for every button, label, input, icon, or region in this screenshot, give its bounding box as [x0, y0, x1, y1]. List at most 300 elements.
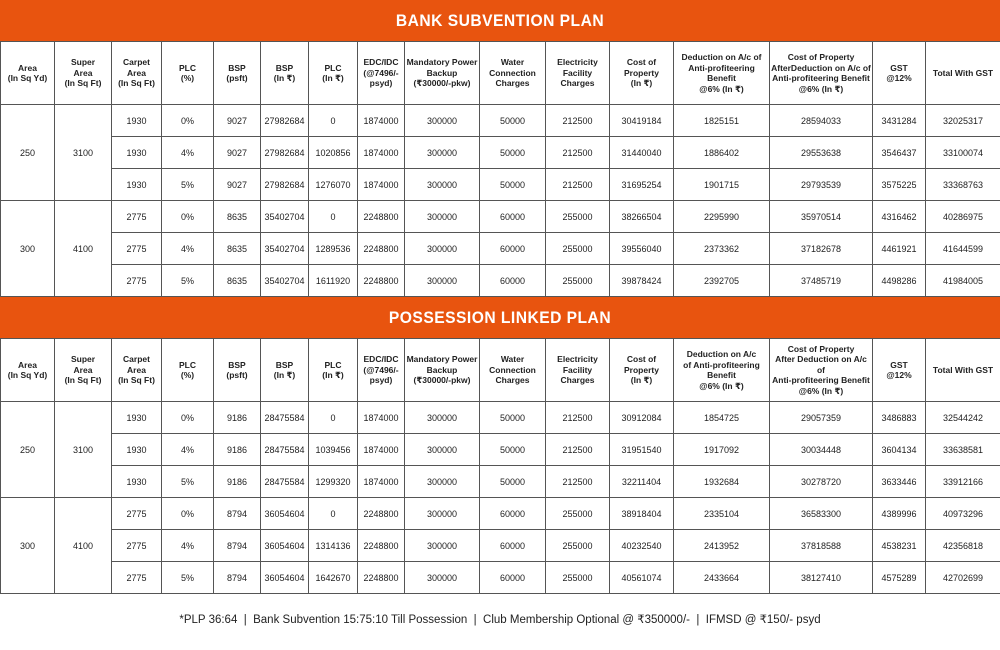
table-cell: 2392705: [674, 265, 770, 297]
column-header: [546, 339, 610, 402]
header-text: Water: [500, 57, 525, 68]
table-cell: 300000: [405, 169, 480, 201]
table-cell: 60000: [480, 530, 546, 562]
table-cell: 2335104: [674, 498, 770, 530]
table-cell: 4498286: [873, 265, 926, 297]
table-cell: 28475584: [261, 402, 309, 434]
section-title: BANK SUBVENTION PLAN: [40, 0, 960, 41]
pricing-table: [0, 338, 1000, 594]
table-cell: 33368763: [926, 169, 1000, 201]
table-cell: 38918404: [610, 498, 674, 530]
table-cell: 60000: [480, 265, 546, 297]
table-cell: 8635: [214, 265, 261, 297]
header-text: Total With GST: [932, 67, 994, 78]
table-cell: 2775: [112, 233, 162, 265]
table-cell: 36054604: [261, 562, 309, 594]
column-header: [55, 42, 112, 105]
table-cell: 42702699: [926, 562, 1000, 594]
table-row: [1, 265, 1000, 297]
header-row: [1, 42, 1000, 105]
table-cell: 5%: [162, 169, 214, 201]
table-cell: 1874000: [358, 169, 405, 201]
header-text: PLC: [179, 62, 196, 73]
column-header: [214, 339, 261, 402]
table-cell: 42356818: [926, 530, 1000, 562]
table-row: [1, 201, 1000, 233]
table-cell: 29057359: [770, 402, 873, 434]
table-cell: 255000: [546, 201, 610, 233]
table-cell: 1642670: [309, 562, 358, 594]
table-cell: 2248800: [358, 530, 405, 562]
header-text: Facility: [562, 364, 593, 375]
table-cell: 60000: [480, 201, 546, 233]
table-row: [1, 434, 1000, 466]
table-cell: 50000: [480, 466, 546, 498]
table-body: [1, 402, 1000, 594]
area-cell: 300: [1, 201, 55, 297]
table-cell: 2373362: [674, 233, 770, 265]
table-cell: 1930: [112, 137, 162, 169]
column-header: [480, 42, 546, 105]
table-cell: 2295990: [674, 201, 770, 233]
column-header: [480, 339, 546, 402]
table-cell: 31951540: [610, 434, 674, 466]
table-cell: 300000: [405, 434, 480, 466]
header-text: (psft): [226, 370, 248, 380]
table-cell: 31695254: [610, 169, 674, 201]
table-cell: 32025317: [926, 105, 1000, 137]
table-cell: 41644599: [926, 233, 1000, 265]
table-row: [1, 530, 1000, 562]
table-cell: 300000: [405, 402, 480, 434]
table-cell: 300000: [405, 466, 480, 498]
table-cell: 8794: [214, 562, 261, 594]
table-cell: 255000: [546, 562, 610, 594]
super-area-cell: 4100: [55, 498, 112, 594]
table-cell: 9186: [214, 434, 261, 466]
table-cell: 8635: [214, 233, 261, 265]
table-cell: 1901715: [674, 169, 770, 201]
table-cell: 2248800: [358, 233, 405, 265]
header-text: Cost of: [626, 57, 657, 68]
header-text: @12%: [886, 370, 912, 380]
table-cell: 33638581: [926, 434, 1000, 466]
table-cell: 2775: [112, 265, 162, 297]
header-text: GST: [890, 359, 908, 370]
header-text: (In ₹): [322, 370, 344, 380]
table-cell: 28475584: [261, 434, 309, 466]
section-title: POSSESSION LINKED PLAN: [40, 297, 960, 338]
table-cell: 60000: [480, 498, 546, 530]
table-cell: 50000: [480, 402, 546, 434]
super-area-cell: 4100: [55, 201, 112, 297]
header-text: BSP: [275, 62, 294, 73]
header-text: Benefit: [707, 370, 736, 380]
table-row: [1, 137, 1000, 169]
header-text: Cost of: [626, 354, 657, 365]
section-banner: [0, 0, 1000, 41]
table-cell: 300000: [405, 105, 480, 137]
table-row: [1, 498, 1000, 530]
column-header: [162, 42, 214, 105]
table-cell: 1854725: [674, 402, 770, 434]
header-text: Benefit: [707, 73, 736, 83]
super-area-cell: 3100: [55, 105, 112, 201]
header-text: Electricity: [557, 354, 598, 365]
header-text: Total With GST: [932, 364, 994, 375]
table-cell: 300000: [405, 498, 480, 530]
table-cell: 8794: [214, 530, 261, 562]
table-cell: 9027: [214, 137, 261, 169]
header-text: Carpet Area: [123, 57, 150, 78]
table-cell: 9027: [214, 169, 261, 201]
header-text: BSP: [228, 359, 246, 370]
table-cell: 50000: [480, 434, 546, 466]
table-cell: 2248800: [358, 498, 405, 530]
column-header: [610, 42, 674, 105]
header-text: EDC/IDC: [363, 354, 399, 365]
table-cell: 37818588: [770, 530, 873, 562]
table-cell: 5%: [162, 466, 214, 498]
table-cell: 4461921: [873, 233, 926, 265]
table-cell: 2248800: [358, 562, 405, 594]
column-header: [1, 339, 55, 402]
table-cell: 2775: [112, 498, 162, 530]
table-cell: 40561074: [610, 562, 674, 594]
header-text: Charges: [495, 78, 530, 89]
table-cell: 0%: [162, 201, 214, 233]
header-text: Area: [18, 62, 37, 73]
column-header: [546, 42, 610, 105]
header-text: PLC: [324, 62, 342, 73]
table-cell: 9027: [214, 105, 261, 137]
column-header: [873, 42, 926, 105]
table-cell: 255000: [546, 265, 610, 297]
table-cell: 35402704: [261, 265, 309, 297]
header-text: (In Sq Ft): [64, 78, 102, 89]
table-cell: 29553638: [770, 137, 873, 169]
column-header: [405, 339, 480, 402]
table-cell: 255000: [546, 530, 610, 562]
header-row: [1, 339, 1000, 402]
header-text: Charges: [560, 375, 595, 386]
table-cell: 255000: [546, 498, 610, 530]
table-cell: 50000: [480, 137, 546, 169]
table-cell: 35970514: [770, 201, 873, 233]
table-cell: 0: [309, 498, 358, 530]
table-cell: 1299320: [309, 466, 358, 498]
table-cell: 60000: [480, 562, 546, 594]
table-cell: 1930: [112, 169, 162, 201]
header-text: Charges: [495, 375, 530, 386]
column-header: [309, 42, 358, 105]
column-header: [162, 339, 214, 402]
table-cell: 2775: [112, 201, 162, 233]
table-cell: 1825151: [674, 105, 770, 137]
header-text: Mandatory Power: [406, 57, 478, 68]
table-cell: 30912084: [610, 402, 674, 434]
header-text: BSP: [228, 62, 246, 73]
super-area-cell: 3100: [55, 402, 112, 498]
header-text: (In ₹): [273, 370, 296, 380]
header-text: (In ₹): [322, 73, 344, 83]
table-cell: 3431284: [873, 105, 926, 137]
table-cell: 2433664: [674, 562, 770, 594]
table-cell: 8794: [214, 498, 261, 530]
table-cell: 60000: [480, 233, 546, 265]
table-cell: 30278720: [770, 466, 873, 498]
table-cell: 1874000: [358, 466, 405, 498]
table-cell: 3486883: [873, 402, 926, 434]
header-text: BSP: [275, 359, 294, 370]
table-cell: 28594033: [770, 105, 873, 137]
bank-subvention-section: [0, 0, 1000, 297]
table-cell: 32544242: [926, 402, 1000, 434]
table-cell: 27982684: [261, 169, 309, 201]
header-text: (In ₹): [630, 375, 653, 386]
table-cell: 212500: [546, 169, 610, 201]
table-cell: 1874000: [358, 434, 405, 466]
table-cell: 300000: [405, 265, 480, 297]
table-cell: 212500: [546, 137, 610, 169]
table-cell: 36054604: [261, 530, 309, 562]
table-cell: 300000: [405, 562, 480, 594]
table-cell: 2775: [112, 562, 162, 594]
column-header: [358, 339, 405, 402]
table-cell: 40232540: [610, 530, 674, 562]
table-cell: 2248800: [358, 201, 405, 233]
table-cell: 1289536: [309, 233, 358, 265]
header-text: Charges: [560, 78, 595, 89]
table-cell: 4316462: [873, 201, 926, 233]
table-cell: 1930: [112, 434, 162, 466]
table-cell: 1020856: [309, 137, 358, 169]
table-cell: 4%: [162, 530, 214, 562]
table-cell: 36583300: [770, 498, 873, 530]
header-text: Backup: [426, 67, 458, 78]
table-cell: 1932684: [674, 466, 770, 498]
table-cell: 3633446: [873, 466, 926, 498]
header-text: Electricity: [557, 57, 598, 68]
table-cell: 9186: [214, 466, 261, 498]
header-text: Super: [70, 354, 96, 365]
header-text: @12%: [886, 73, 912, 83]
column-header: [261, 339, 309, 402]
table-row: [1, 402, 1000, 434]
table-cell: 41984005: [926, 265, 1000, 297]
table-cell: 5%: [162, 562, 214, 594]
header-text: Connection: [489, 364, 536, 375]
column-header: [926, 42, 1000, 105]
header-text: Area: [18, 359, 37, 370]
table-cell: 4%: [162, 233, 214, 265]
header-text: PLC: [324, 359, 342, 370]
column-header: [55, 339, 112, 402]
table-cell: 37182678: [770, 233, 873, 265]
table-cell: 50000: [480, 169, 546, 201]
header-text: Cost of Property: [787, 343, 855, 354]
table-cell: 39878424: [610, 265, 674, 297]
column-header: [873, 339, 926, 402]
table-body: [1, 105, 1000, 297]
header-text: Deduction on A/c of: [681, 52, 762, 62]
table-cell: 0%: [162, 105, 214, 137]
table-cell: 39556040: [610, 233, 674, 265]
header-text: Mandatory Power: [406, 354, 478, 365]
area-cell: 300: [1, 498, 55, 594]
column-header: [358, 42, 405, 105]
header-text: Carpet Area: [123, 354, 150, 375]
table-cell: 33912166: [926, 466, 1000, 498]
column-header: [610, 339, 674, 402]
table-cell: 0: [309, 105, 358, 137]
header-text: (In Sq Ft): [118, 375, 155, 386]
table-cell: 0%: [162, 402, 214, 434]
table-cell: 33100074: [926, 137, 1000, 169]
table-cell: 8635: [214, 201, 261, 233]
table-cell: 212500: [546, 402, 610, 434]
table-cell: 3546437: [873, 137, 926, 169]
table-cell: 30034448: [770, 434, 873, 466]
header-text: Connection: [489, 67, 536, 78]
table-cell: 1874000: [358, 105, 405, 137]
header-text: (In ₹): [273, 73, 296, 83]
area-cell: 250: [1, 105, 55, 201]
table-cell: 27982684: [261, 105, 309, 137]
header-text: (In ₹): [630, 78, 653, 89]
column-header: [112, 42, 162, 105]
column-header: [112, 339, 162, 402]
header-text: Area: [73, 67, 93, 78]
header-text: @6% (In ₹): [699, 380, 744, 391]
table-cell: 3604134: [873, 434, 926, 466]
header-text: (@7496/-: [363, 364, 399, 375]
header-text: (@7496/-: [363, 67, 399, 78]
table-cell: 300000: [405, 201, 480, 233]
table-cell: 28475584: [261, 466, 309, 498]
table-cell: 9186: [214, 402, 261, 434]
table-cell: 50000: [480, 105, 546, 137]
table-cell: 1930: [112, 402, 162, 434]
header-text: of Anti-profiteering: [683, 359, 760, 370]
table-cell: 30419184: [610, 105, 674, 137]
header-text: Water: [500, 354, 525, 365]
column-header: [770, 339, 873, 402]
table-cell: 27982684: [261, 137, 309, 169]
table-cell: 212500: [546, 434, 610, 466]
column-header: [1, 42, 55, 105]
header-text: (₹30000/-pkw): [413, 375, 471, 386]
column-header: [405, 42, 480, 105]
header-text: PLC: [179, 359, 196, 370]
table-cell: 35402704: [261, 201, 309, 233]
header-text: (In Sq Yd): [7, 73, 48, 83]
footer-note: *PLP 36:64 | Bank Subvention 15:75:10 Till Possession | Club Membership Optional @ ₹350000/- | IFMSD @ ₹150/- psyd: [179, 614, 821, 626]
column-header: [674, 339, 770, 402]
table-cell: 37485719: [770, 265, 873, 297]
header-text: (In Sq Yd): [7, 370, 48, 380]
table-row: [1, 233, 1000, 265]
table-cell: 35402704: [261, 233, 309, 265]
table-cell: 0%: [162, 498, 214, 530]
header-text: Super: [70, 57, 96, 68]
table-cell: 300000: [405, 233, 480, 265]
column-header: [674, 42, 770, 105]
header-text: Anti-profiteering: [688, 62, 755, 73]
header-text: Property: [624, 67, 659, 78]
table-cell: 1930: [112, 105, 162, 137]
area-cell: 250: [1, 402, 55, 498]
header-text: Anti-profiteering Benefit: [772, 73, 870, 83]
section-banner: [0, 297, 1000, 338]
table-cell: 255000: [546, 233, 610, 265]
header-text: (%): [180, 370, 195, 380]
table-cell: 300000: [405, 137, 480, 169]
table-cell: 38127410: [770, 562, 873, 594]
column-header: [214, 42, 261, 105]
column-header: [926, 339, 1000, 402]
pricing-table: [0, 41, 1000, 297]
table-cell: 38266504: [610, 201, 674, 233]
header-text: (%): [180, 73, 195, 83]
header-text: AfterDeduction on A/c of: [771, 62, 871, 73]
table-cell: 32211404: [610, 466, 674, 498]
table-cell: 1314136: [309, 530, 358, 562]
header-text: @6% (In ₹): [798, 83, 844, 94]
table-cell: 40973296: [926, 498, 1000, 530]
header-text: Deduction on A/c: [686, 349, 757, 359]
table-cell: 1039456: [309, 434, 358, 466]
table-cell: 1886402: [674, 137, 770, 169]
table-cell: 0: [309, 201, 358, 233]
table-cell: 1930: [112, 466, 162, 498]
header-text: Facility: [562, 67, 593, 78]
column-header: [770, 42, 873, 105]
header-text: After Deduction on A/c of: [775, 354, 867, 375]
table-cell: 1276070: [309, 169, 358, 201]
header-text: Anti-profiteering Benefit: [772, 375, 870, 386]
table-cell: 300000: [405, 530, 480, 562]
table-cell: 2413952: [674, 530, 770, 562]
header-text: psyd): [369, 375, 393, 386]
table-cell: 0: [309, 402, 358, 434]
header-text: (psft): [226, 73, 248, 83]
column-header: [261, 42, 309, 105]
table-cell: 1874000: [358, 137, 405, 169]
header-text: Cost of Property: [787, 52, 855, 62]
table-cell: 4%: [162, 137, 214, 169]
possession-linked-section: [0, 297, 1000, 594]
header-text: GST: [890, 62, 908, 73]
table-cell: 1611920: [309, 265, 358, 297]
table-cell: 4538231: [873, 530, 926, 562]
header-text: (₹30000/-pkw): [413, 78, 471, 89]
table-cell: 3575225: [873, 169, 926, 201]
header-text: EDC/IDC: [363, 57, 399, 68]
table-cell: 4575289: [873, 562, 926, 594]
header-text: psyd): [369, 78, 393, 89]
header-text: Property: [624, 364, 659, 375]
table-cell: 1917092: [674, 434, 770, 466]
table-cell: 1874000: [358, 402, 405, 434]
header-text: @6% (In ₹): [798, 385, 844, 396]
column-header: [309, 339, 358, 402]
table-cell: 212500: [546, 466, 610, 498]
table-cell: 36054604: [261, 498, 309, 530]
table-row: [1, 562, 1000, 594]
table-cell: 29793539: [770, 169, 873, 201]
table-cell: 2775: [112, 530, 162, 562]
